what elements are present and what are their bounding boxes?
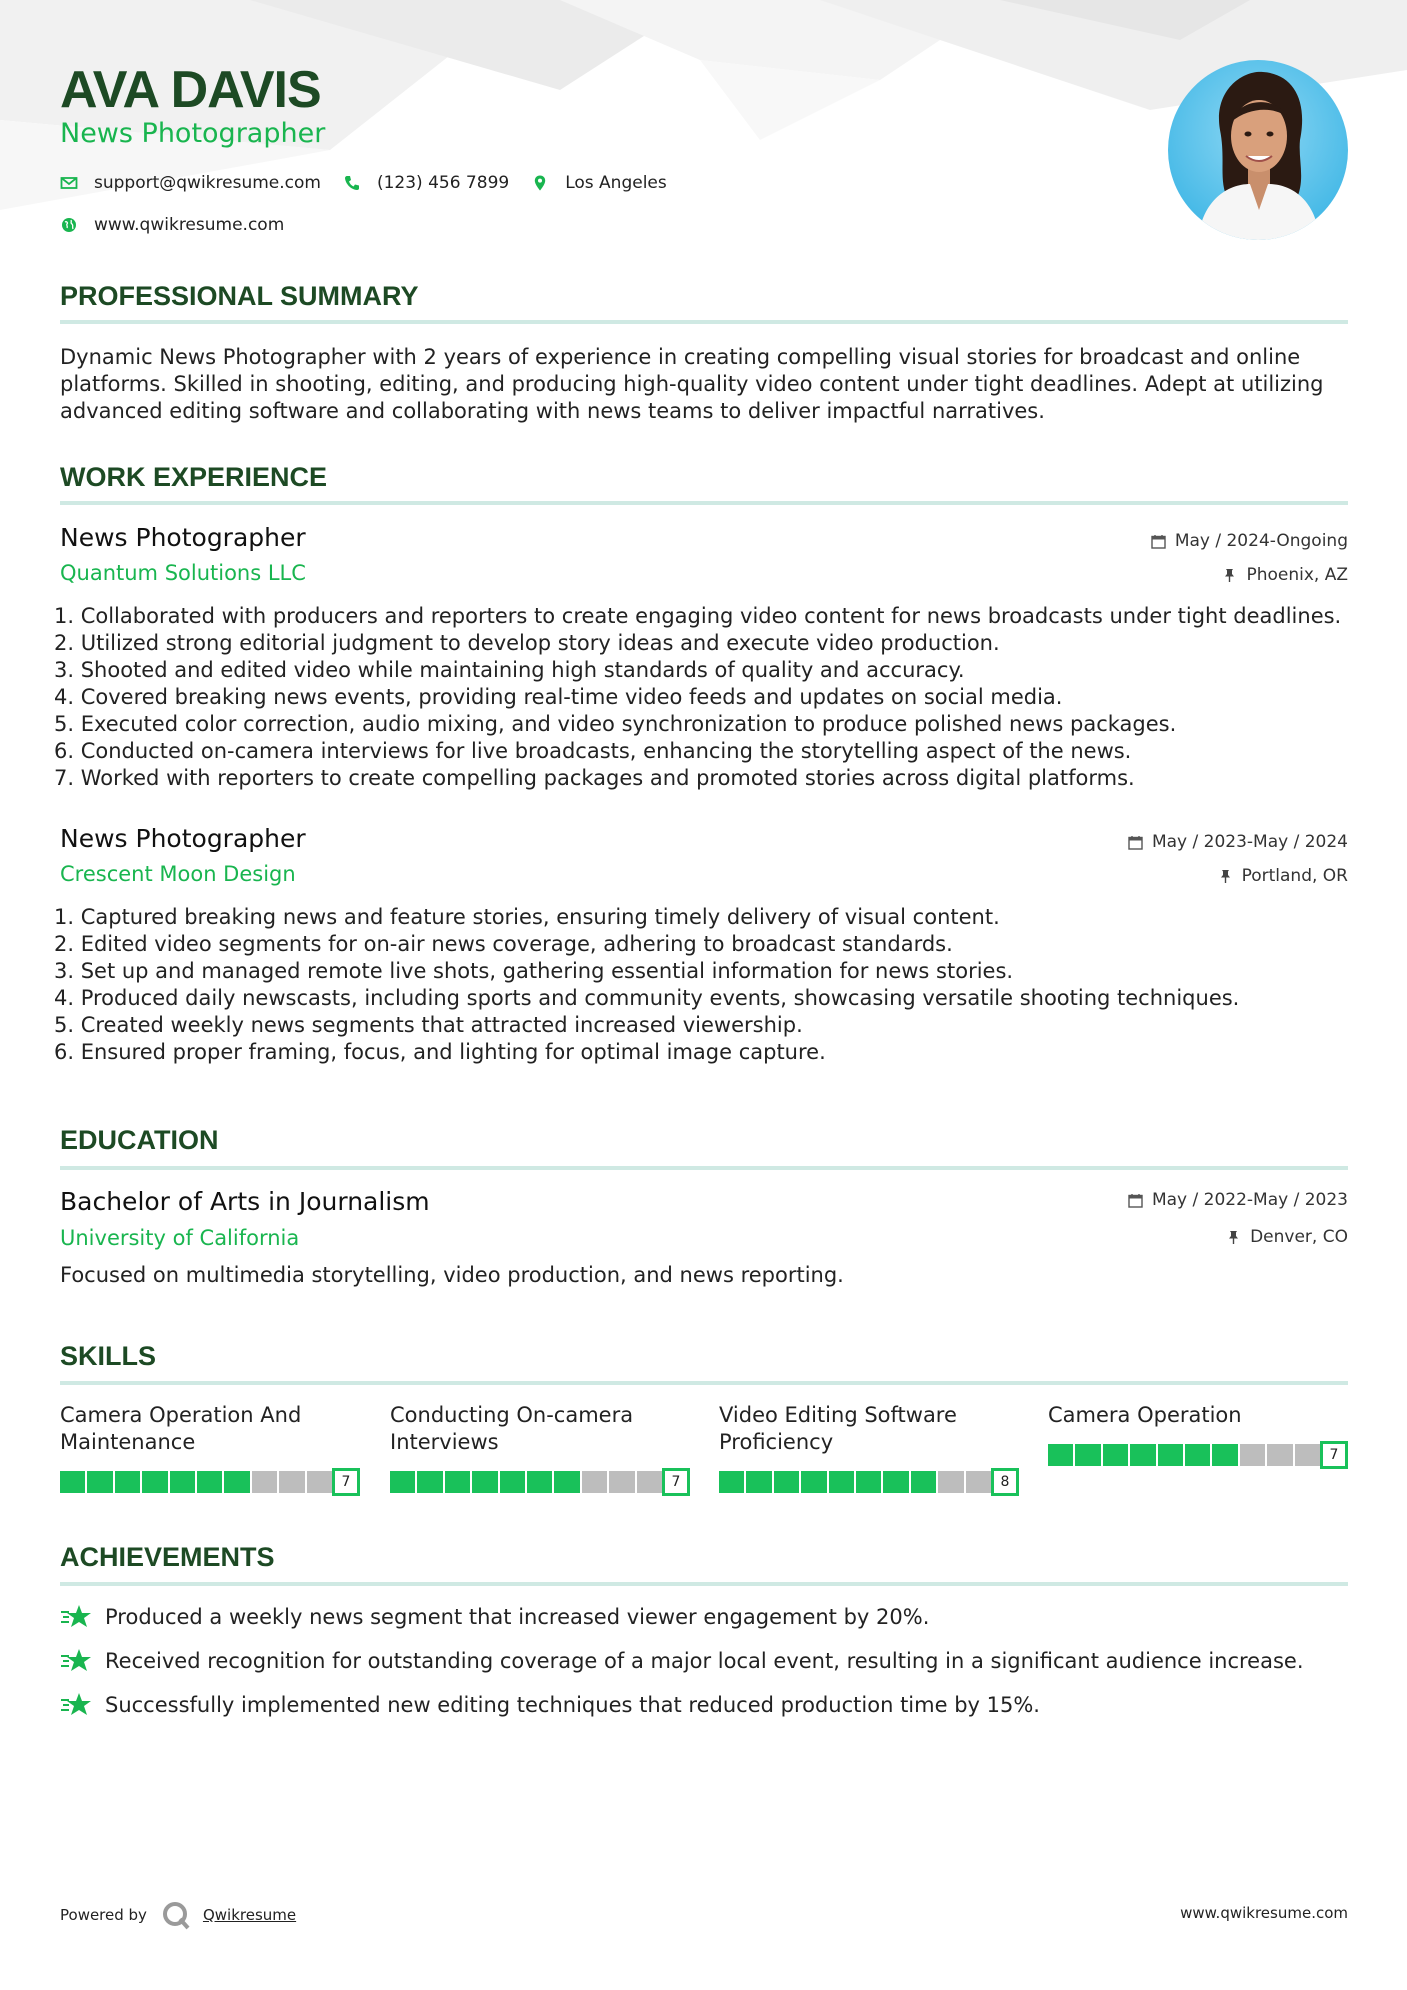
list-item: 4. Produced daily newscasts, including sports and community events, showcasing versatile shooting techniques. (54, 986, 1240, 1010)
section-divider (60, 1381, 1348, 1385)
calendar-icon (1128, 1193, 1143, 1208)
job-location-text: Phoenix, AZ (1246, 565, 1348, 585)
skill-segment-filled (1212, 1444, 1239, 1466)
phone-number[interactable]: (123) 456 7899 (376, 173, 510, 193)
list-item: 6. Ensured proper framing, focus, and lighting for optimal image capture. (54, 1040, 826, 1064)
skill-item (1048, 1402, 1348, 1469)
degree-title: Bachelor of Arts in Journalism (60, 1187, 430, 1216)
education-location (1226, 1227, 1348, 1247)
achievement-item (60, 1648, 1304, 1674)
list-item: 1. Captured breaking news and feature stories, ensuring timely delivery of visual content. (54, 905, 1000, 929)
skill-segment-empty (1295, 1444, 1320, 1466)
job-dates (1151, 531, 1348, 551)
section-title-experience: WORK EXPERIENCE (60, 462, 328, 492)
skill-segment-filled (170, 1471, 197, 1493)
skill-name: Camera Operation (1048, 1403, 1242, 1427)
skill-segment-filled (527, 1471, 554, 1493)
skill-segment-filled (115, 1471, 142, 1493)
skill-segment-filled (1075, 1444, 1102, 1466)
job-dates-text: May / 2023-May / 2024 (1151, 832, 1348, 852)
skill-segment-filled (142, 1471, 169, 1493)
star-icon (60, 1604, 92, 1630)
list-item: 6. Conducted on-camera interviews for live broadcasts, enhancing the storytelling aspect of the news. (54, 739, 1132, 763)
candidate-name: AVA DAVIS (60, 61, 321, 119)
achievement-text: Produced a weekly news segment that increased viewer engagement by 20%. (105, 1605, 930, 1629)
skill-segment-filled (883, 1471, 910, 1493)
job-dates (1128, 832, 1348, 852)
achievement-text: Successfully implemented new editing techniques that reduced production time by 15%. (105, 1693, 1040, 1717)
skill-score: 7 (1320, 1441, 1348, 1469)
list-item: 2. Utilized strong editorial judgment to develop story ideas and execute video production. (54, 631, 1000, 655)
job-bullets (54, 904, 1354, 1066)
section-title-education: EDUCATION (60, 1125, 219, 1155)
education-dates-text: May / 2022-May / 2023 (1151, 1190, 1348, 1210)
pushpin-icon (1222, 568, 1237, 583)
footer-powered-by (60, 1900, 296, 1930)
skill-segment-filled (500, 1471, 527, 1493)
skill-bar (390, 1468, 690, 1496)
skill-bar (1048, 1441, 1348, 1469)
skill-segment-filled (472, 1471, 499, 1493)
skill-segment-empty (1240, 1444, 1267, 1466)
school-name: University of California (60, 1226, 300, 1250)
achievement-item (60, 1604, 929, 1630)
skill-segment-filled (911, 1471, 938, 1493)
skill-track (60, 1471, 332, 1493)
company-name: Crescent Moon Design (60, 862, 296, 886)
job-dates-text: May / 2024-Ongoing (1174, 531, 1348, 551)
section-divider (60, 320, 1348, 324)
list-item: 3. Set up and managed remote live shots, gathering essential information for news stories. (54, 959, 1014, 983)
skill-segment-empty (609, 1471, 636, 1493)
skill-segment-empty (279, 1471, 306, 1493)
skill-name: Video Editing Software Proficiency (719, 1403, 957, 1454)
contact-row (60, 173, 689, 193)
education-dates (1128, 1190, 1348, 1210)
pushpin-icon (1218, 869, 1233, 884)
skill-track (719, 1471, 991, 1493)
calendar-icon (1128, 835, 1143, 850)
skill-segment-filled (1048, 1444, 1075, 1466)
skill-segment-filled (1130, 1444, 1157, 1466)
globe-icon (60, 216, 78, 234)
skill-segment-filled (417, 1471, 444, 1493)
envelope-icon (60, 174, 78, 192)
skill-segment-empty (252, 1471, 279, 1493)
list-item: 5. Created weekly news segments that attracted increased viewership. (54, 1013, 803, 1037)
section-divider (60, 1166, 1348, 1170)
skill-segment-filled (224, 1471, 251, 1493)
section-title-skills: SKILLS (60, 1341, 157, 1371)
skill-bar (719, 1468, 1019, 1496)
achievement-item (60, 1692, 1040, 1718)
skill-name: Conducting On-camera Interviews (390, 1403, 634, 1454)
skill-item (390, 1402, 690, 1496)
section-divider (60, 1582, 1348, 1586)
job-location (1218, 866, 1348, 886)
star-icon (60, 1692, 92, 1718)
skill-segment-filled (856, 1471, 883, 1493)
skill-segment-empty (966, 1471, 991, 1493)
skill-segment-filled (801, 1471, 828, 1493)
map-pin-icon (531, 174, 549, 192)
avatar (1168, 60, 1348, 240)
brand-link[interactable]: Qwikresume (202, 1906, 297, 1924)
list-item: 3. Shooted and edited video while maintaining high standards of quality and accuracy. (54, 658, 965, 682)
list-item: 5. Executed color correction, audio mixing, and video synchronization to produce polished news packages. (54, 712, 1177, 736)
skill-segment-filled (390, 1471, 417, 1493)
skill-segment-empty (938, 1471, 965, 1493)
powered-by-text: Powered by (60, 1906, 147, 1924)
skill-segment-empty (637, 1471, 662, 1493)
email-link[interactable]: support@qwikresume.com (94, 173, 321, 193)
skill-track (1048, 1444, 1320, 1466)
skill-score: 7 (332, 1468, 360, 1496)
skill-segment-filled (60, 1471, 87, 1493)
skill-segment-filled (746, 1471, 773, 1493)
section-title-achievements: ACHIEVEMENTS (60, 1542, 275, 1572)
pushpin-icon (1226, 1230, 1241, 1245)
list-item: 1. Collaborated with producers and reporters to create engaging video content for news broadcasts under tight deadlines. (54, 604, 1342, 628)
education-description: Focused on multimedia storytelling, video production, and news reporting. (60, 1263, 844, 1287)
achievement-text: Received recognition for outstanding coverage of a major local event, resulting in a significant audience increase. (105, 1649, 1304, 1673)
skill-segment-filled (829, 1471, 856, 1493)
skill-item (719, 1402, 1019, 1496)
skill-segment-filled (1185, 1444, 1212, 1466)
job-location-text: Portland, OR (1241, 866, 1348, 886)
footer-website-link[interactable]: www.qwikresume.com (1180, 1904, 1348, 1922)
list-item: 4. Covered breaking news events, providing real-time video feeds and updates on social media. (54, 685, 1063, 709)
skill-bar (60, 1468, 360, 1496)
location-text: Los Angeles (565, 173, 667, 193)
skill-track (390, 1471, 662, 1493)
candidate-role: News Photographer (60, 118, 326, 149)
skill-score: 7 (662, 1468, 690, 1496)
skill-segment-filled (445, 1471, 472, 1493)
list-item: 2. Edited video segments for on-air news coverage, adhering to broadcast standards. (54, 932, 953, 956)
skill-item (60, 1402, 360, 1496)
job-title: News Photographer (60, 824, 306, 853)
skill-segment-filled (774, 1471, 801, 1493)
section-divider (60, 501, 1348, 505)
job-title: News Photographer (60, 523, 306, 552)
job-location (1222, 565, 1348, 585)
star-icon (60, 1648, 92, 1674)
skill-segment-empty (1267, 1444, 1294, 1466)
skill-segment-filled (87, 1471, 114, 1493)
website-link[interactable]: www.qwikresume.com (94, 215, 285, 235)
company-name: Quantum Solutions LLC (60, 561, 306, 585)
list-item: 7. Worked with reporters to create compelling packages and promoted stories across digital platforms. (54, 766, 1135, 790)
skill-segment-filled (1103, 1444, 1130, 1466)
skill-segment-filled (554, 1471, 581, 1493)
skill-name: Camera Operation And Maintenance (60, 1403, 302, 1454)
calendar-icon (1151, 534, 1166, 549)
qwikresume-logo-icon (161, 1900, 191, 1930)
summary-text: Dynamic News Photographer with 2 years of experience in creating compelling visual stories for broadcast and online platforms. Skilled in shooting, editing, and producing high-quality video content under tight deadlines. Adept at utilizing advanced editing software and collaborating with news teams to deliver impactful narratives. (60, 345, 1324, 423)
skill-segment-empty (582, 1471, 609, 1493)
phone-icon (343, 174, 361, 192)
skill-segment-empty (307, 1471, 332, 1493)
skill-segment-filled (719, 1471, 746, 1493)
job-bullets (54, 603, 1354, 792)
education-location-text: Denver, CO (1250, 1227, 1348, 1247)
skill-segment-filled (1158, 1444, 1185, 1466)
section-title-summary: PROFESSIONAL SUMMARY (60, 281, 419, 311)
skill-segment-filled (197, 1471, 224, 1493)
contact-row-website (60, 215, 306, 235)
skill-score: 8 (991, 1468, 1019, 1496)
